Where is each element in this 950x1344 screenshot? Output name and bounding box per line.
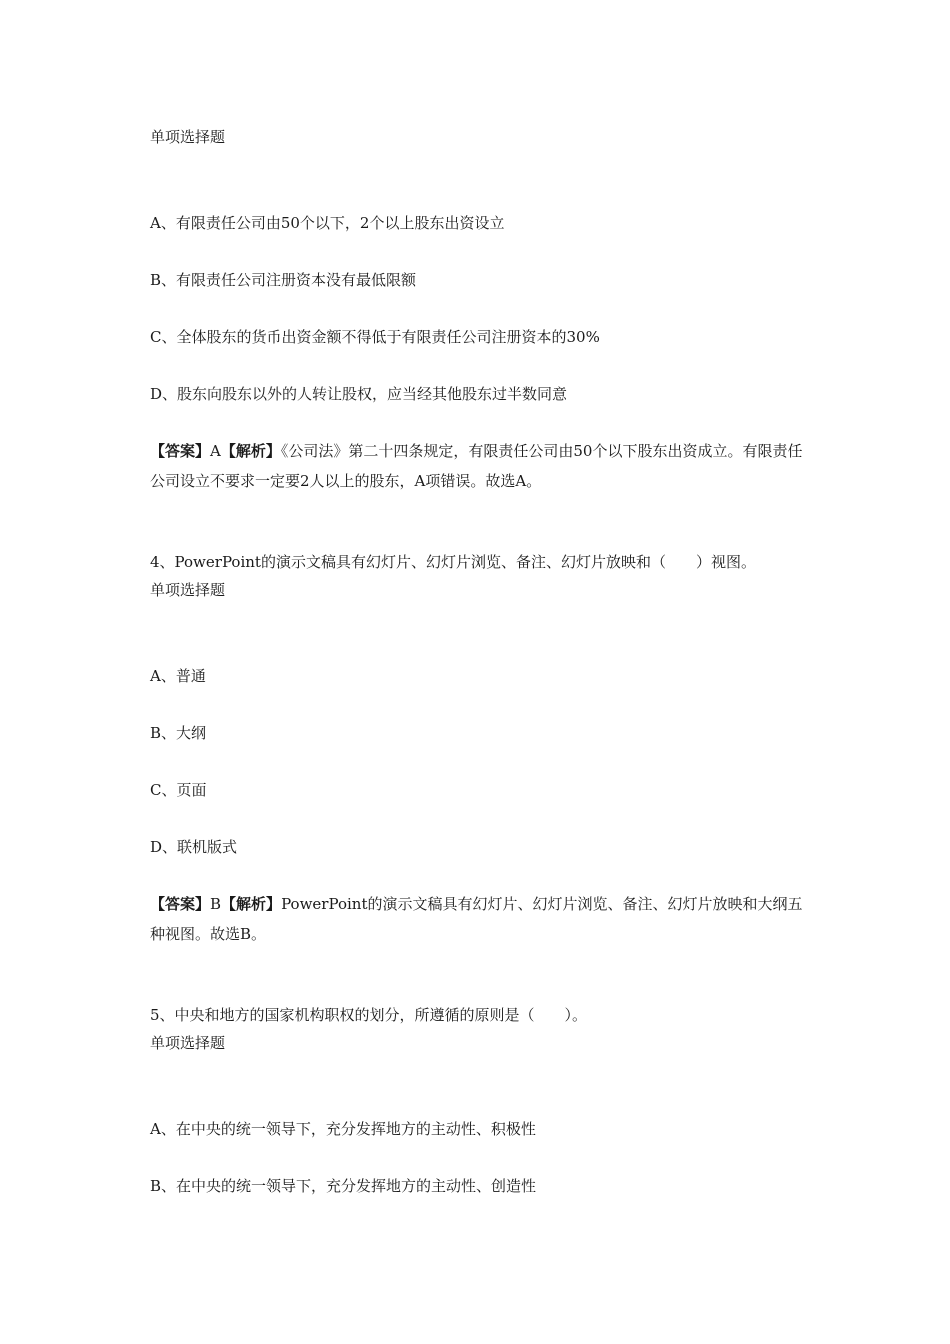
analysis-text: PowerPoint的演示文稿具有幻灯片、幻灯片浏览、备注、幻灯片放映和大纲五种视图。故选B。 xyxy=(150,895,803,943)
analysis-text: 《公司法》第二十四条规定，有限责任公司由50个以下股东出资成立。有限责任公司设立不要求一定要2人以上的股东，A项错误。故选A。 xyxy=(150,442,803,490)
option-c: C、全体股东的货币出资金额不得低于有限责任公司注册资本的30% xyxy=(150,328,600,346)
question-type-label: 单项选择题 xyxy=(150,581,226,599)
answer-tag: 【答案】 xyxy=(150,895,211,913)
answer-analysis xyxy=(150,436,810,496)
option-a: A、普通 xyxy=(150,667,206,685)
question-type-label: 单项选择题 xyxy=(150,1034,226,1052)
option-b: B、在中央的统一领导下，充分发挥地方的主动性、创造性 xyxy=(150,1177,537,1195)
option-c: C、页面 xyxy=(150,781,207,799)
analysis-tag: 【解析】 xyxy=(221,895,282,913)
option-d: D、联机版式 xyxy=(150,838,238,856)
answer-value: A xyxy=(210,442,221,460)
option-a: A、有限责任公司由50个以下，2个以上股东出资设立 xyxy=(150,214,505,232)
question-type-label: 单项选择题 xyxy=(150,128,226,146)
analysis-tag: 【解析】 xyxy=(220,442,281,460)
answer-analysis xyxy=(150,889,810,949)
answer-value: B xyxy=(210,895,222,913)
option-d: D、股东向股东以外的人转让股权，应当经其他股东过半数同意 xyxy=(150,385,568,403)
question-text: 4、PowerPoint的演示文稿具有幻灯片、幻灯片浏览、备注、幻灯片放映和（ ）视图。 xyxy=(150,553,756,571)
answer-tag: 【答案】 xyxy=(150,442,211,460)
option-a: A、在中央的统一领导下，充分发挥地方的主动性、积极性 xyxy=(150,1120,536,1138)
option-b: B、大纲 xyxy=(150,724,207,742)
question-text: 5、中央和地方的国家机构职权的划分，所遵循的原则是（ ）。 xyxy=(150,1006,588,1024)
option-b: B、有限责任公司注册资本没有最低限额 xyxy=(150,271,417,289)
